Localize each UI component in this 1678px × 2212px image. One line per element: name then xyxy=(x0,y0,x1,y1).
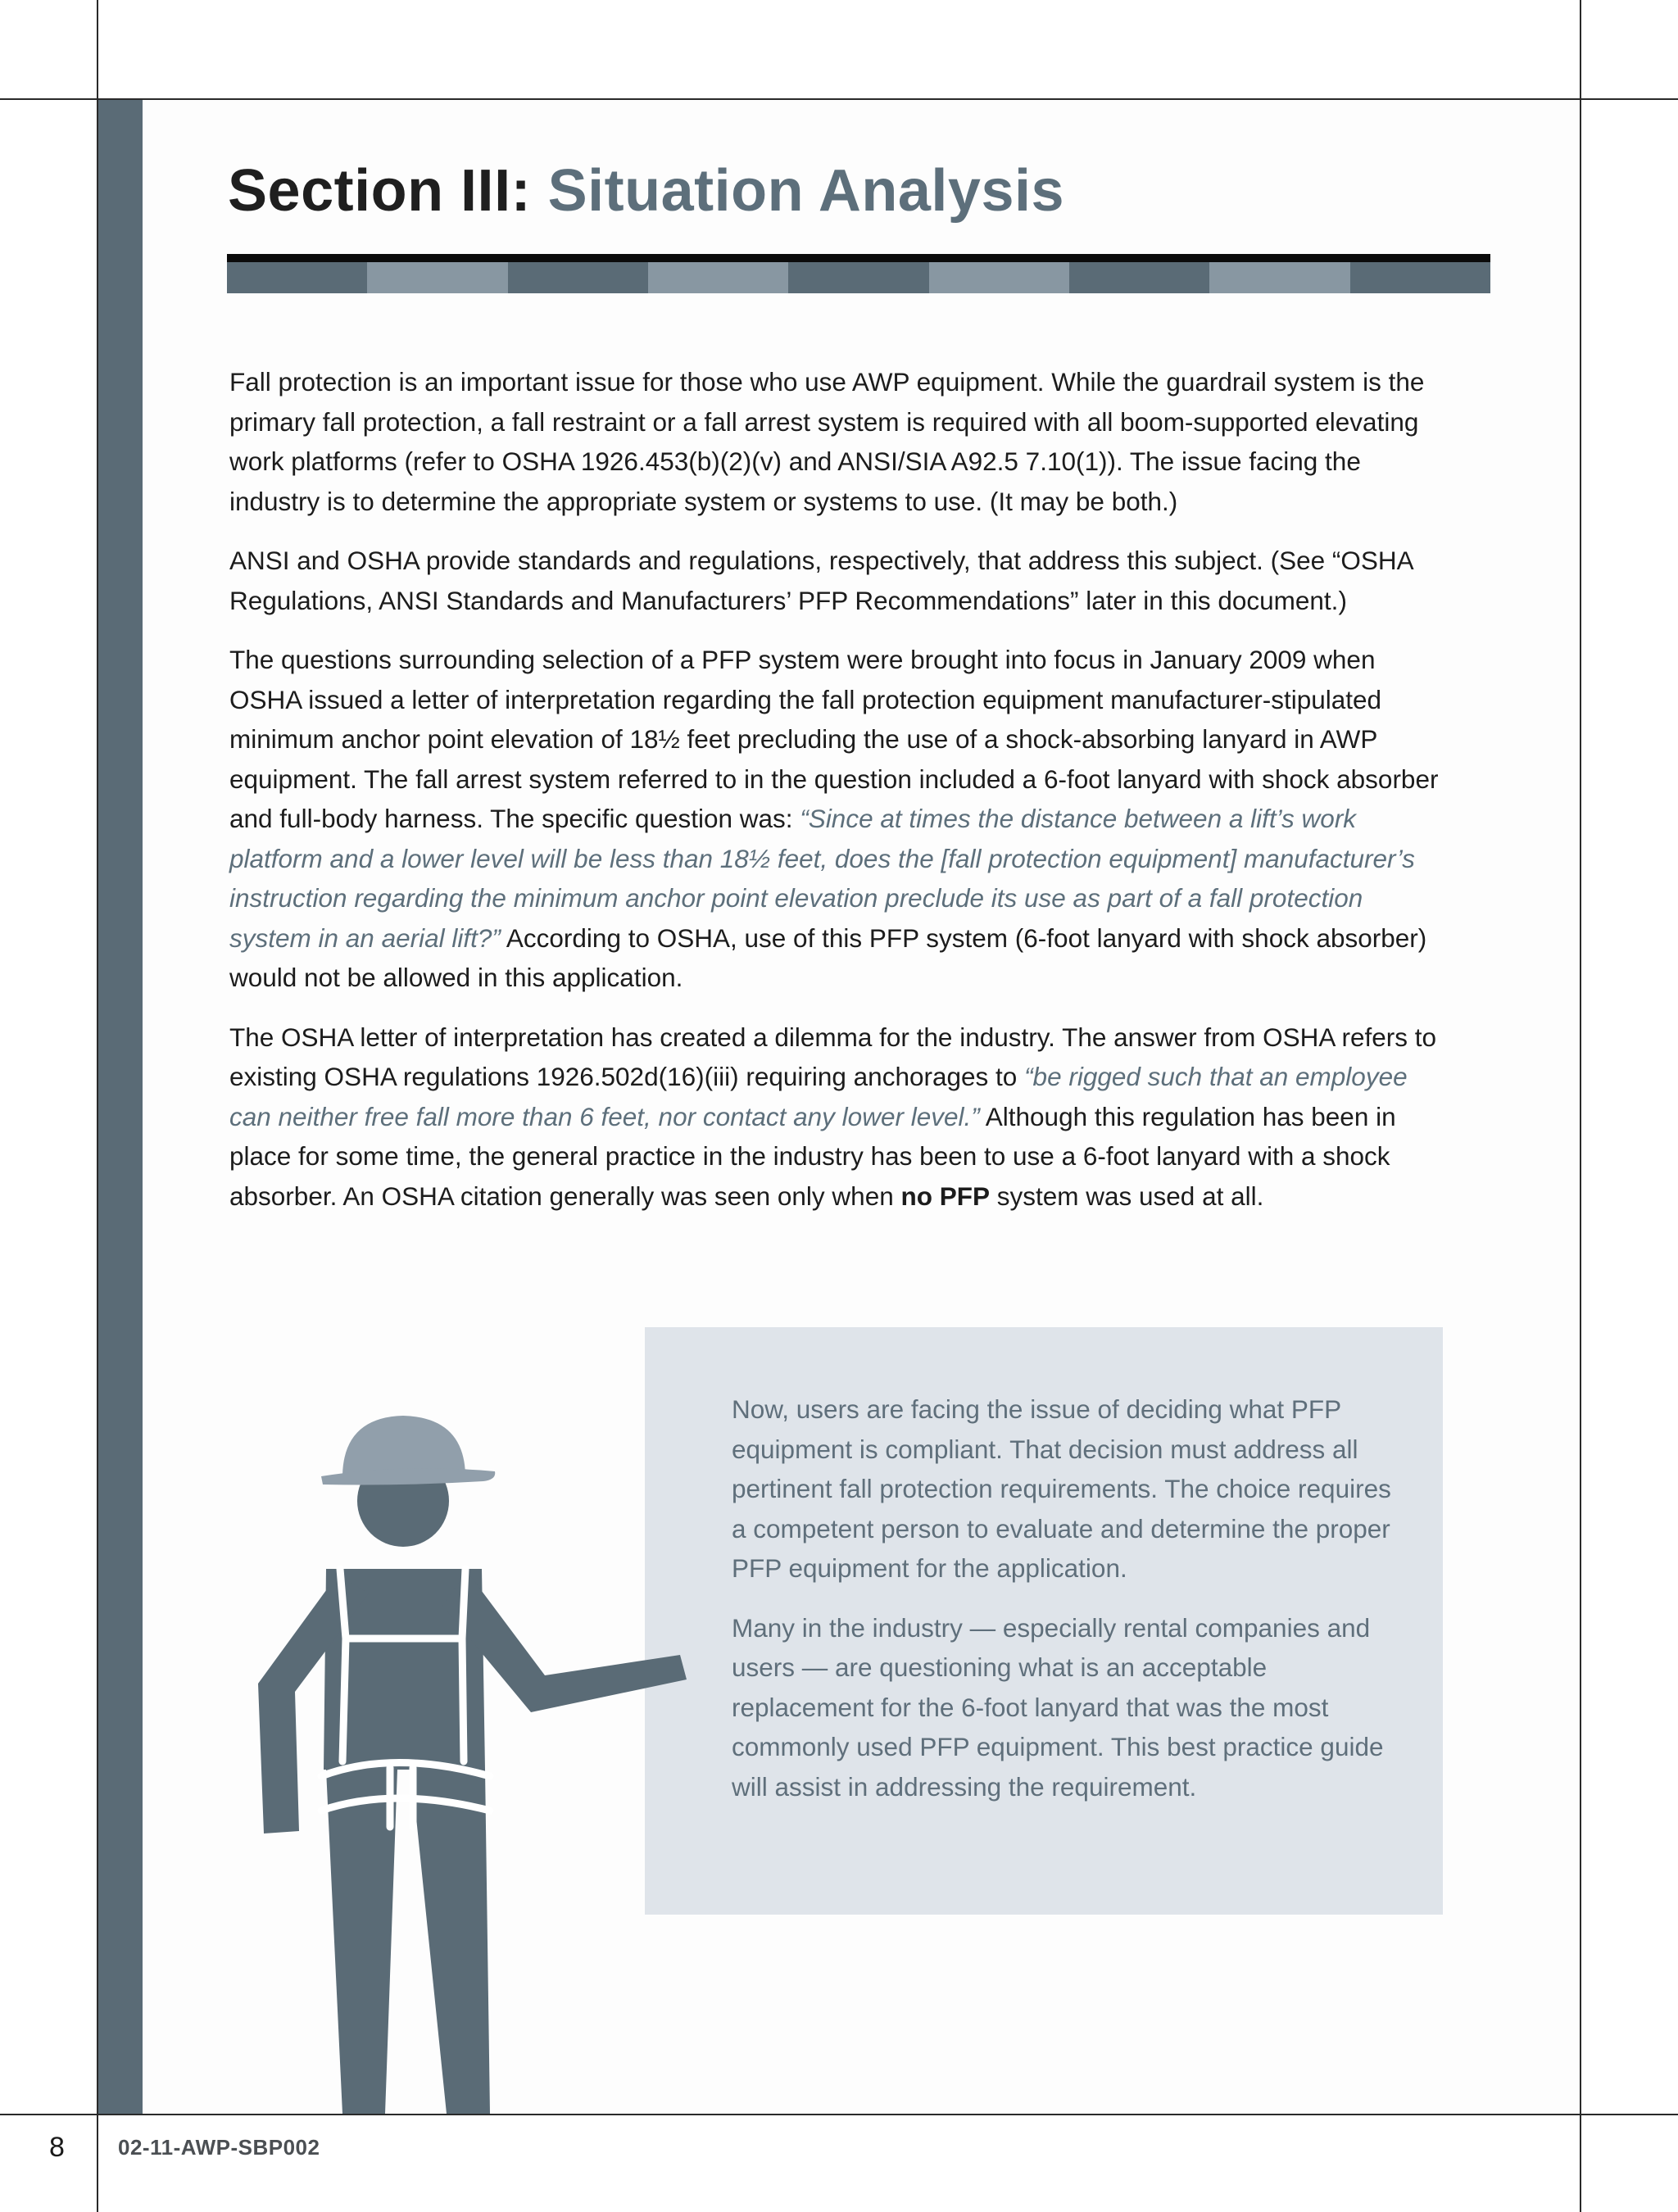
body-text xyxy=(229,362,1450,1235)
paragraph-4-text-b: Although this regulation has been in place for some time, the general practice in the industry has been to use a 6-foot lanyard with a shock absorber. An OSHA citation generally was seen only when xyxy=(229,1101,1396,1211)
paragraph-4-text-a: The OSHA letter of interpretation has created a dilemma for the industry. The answer from OSHA refers to existing OSHA regulations 1926.502d(16)(iii) requiring anchorages to xyxy=(229,1022,1436,1091)
page-number: 8 xyxy=(49,2132,65,2163)
left-accent-bar xyxy=(98,100,143,2114)
paragraph-3 xyxy=(229,640,1450,998)
section-number: Section III xyxy=(228,158,511,224)
callout-paragraph-1: Now, users are facing the issue of deciding what PFP equipment is compliant. That decision must address all pertinent fall protection requirements. The choice requires a competent person to evaluate and determine the proper PFP equipment for the application. xyxy=(732,1394,1391,1583)
callout-text xyxy=(732,1389,1404,1826)
paragraph-4-text-c: system was used at all. xyxy=(989,1181,1264,1211)
paragraph-1: Fall protection is an important issue for those who use AWP equipment. While the guardrail system is the primary fall protection, a fall restraint or a fall arrest system is required with all boom-supported elevating work platforms (refer to OSHA 1926.453(b)(2)(v) and ANSI/SIA A92.5 7.10(1)). The issue facing the industry is to determine the appropriate system or systems to use. (It may be both.) xyxy=(229,367,1425,516)
paragraph-3-text-b: According to OSHA, use of this PFP system (6-foot lanyard with shock absorber) would not be allowed in this application. xyxy=(229,922,1427,992)
page-title xyxy=(228,157,1064,224)
no-pfp-emphasis: no PFP xyxy=(900,1181,990,1211)
osha-question-quote: “Since at times the distance between a lift’s work platform and a lower level will be less than 18½ feet, does the [fall protection equipment] manufacturer’s instruction regarding the minimum anchor point elevation preclude its use as part of a fall protection system in an aerial lift?” xyxy=(229,804,1415,953)
paragraph-4 xyxy=(229,1018,1450,1217)
callout-paragraph-2: Many in the industry — especially rental companies and users — are questioning what is an acceptable replacement for the 6-foot lanyard that was the most commonly used PFP equipment. This best practice guide will assist in addressing the requirement. xyxy=(732,1612,1384,1802)
title-colon: : xyxy=(510,158,532,224)
document-code: 02-11-AWP-SBP002 xyxy=(118,2135,320,2160)
worker-with-harness-icon xyxy=(221,1385,696,2122)
title-rule xyxy=(227,254,1490,262)
section-subtitle: Situation Analysis xyxy=(547,158,1065,224)
title-stripes xyxy=(227,262,1490,293)
paragraph-2: ANSI and OSHA provide standards and regulations, respectively, that address this subject. (See “OSHA Regulations, ANSI Standards and Manufacturers’ PFP Recommendations” later in this document.) xyxy=(229,546,1413,615)
trim-line-right xyxy=(1580,0,1581,2212)
osha-regulation-quote: “be rigged such that an employee can neither free fall more than 6 feet, nor contact any lower level.” xyxy=(229,1062,1408,1131)
paragraph-3-text-a: The questions surrounding selection of a PFP system were brought into focus in January 2009 when OSHA issued a letter of interpretation regarding the fall protection equipment manufacturer-stipulated minimum anchor point elevation of 18½ feet precluding the use of a shock-absorbing lanyard in AWP equipment. The fall arrest system referred to in the question included a 6-foot lanyard with shock absorber and full-body harness. The specific question was: xyxy=(229,645,1439,833)
